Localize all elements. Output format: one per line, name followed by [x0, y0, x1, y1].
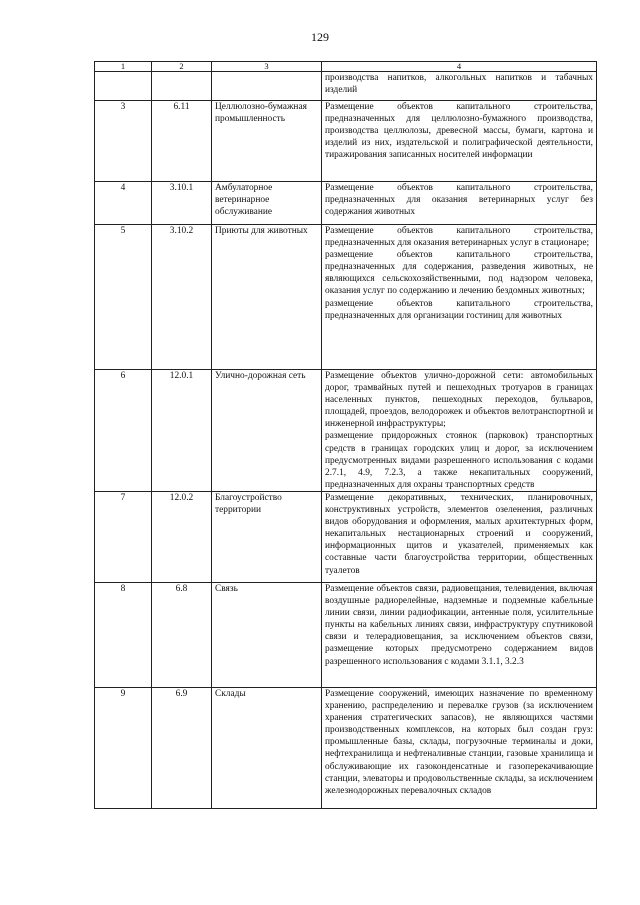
table-row — [95, 72, 597, 101]
code-cell: 3.10.2 — [152, 225, 212, 370]
row-number-cell: 9 — [95, 687, 152, 808]
description-cell — [322, 225, 597, 370]
description-paragraph: Размещение объектов капитального строительства, предназначенных для оказания ветеринарных услуг без содержания животных — [325, 183, 593, 218]
description-paragraph: Размещение объектов улично-дорожной сети: автомобильных дорог, трамвайных путей и пешеходных тротуаров в границах населенных пунктов, пешеходных переходов, бульваров, площадей, проездов, велодорожек и объектов велотранспортной и инженерной инфраструктуры; — [325, 371, 593, 430]
name-cell — [212, 72, 322, 101]
description-paragraph: Размещение декоративных, технических, планировочных, конструктивных устройств, элементов озеленения, различных видов оборудования и оформления, малых архитектурных форм, некапитальных нестационарных строений и сооружений, информационных щитов и указателей, применяемых как составные части благоустройства территории, общественных туалетов — [325, 492, 593, 576]
description-paragraph: размещение придорожных стоянок (парковок) транспортных средств в границах городских улиц и дорог, за исключением предусмотренных видами разрешенного использования с кодами 2.7.1, 4.9, 7.2.3, а также некапитальных сооружений, предназначенных для охраны транспортных средств — [325, 431, 593, 490]
name-cell: Связь — [212, 582, 322, 687]
description-cell — [322, 491, 597, 582]
land-use-table — [94, 61, 597, 809]
description-paragraph: Размещение объектов капитального строительства, предназначенных для целлюлозно-бумажного производства, производства целлюлозы, древесной массы, бумаги, картона и изделий из них, издательской и полиграфической деятельности, тиражирования записанных носителей информации — [325, 102, 593, 161]
description-cell — [322, 687, 597, 808]
description-cell — [322, 72, 597, 101]
table-row — [95, 182, 597, 225]
row-number-cell: 3 — [95, 101, 152, 182]
description-cell — [322, 101, 597, 182]
table-row — [95, 225, 597, 370]
name-cell: Приюты для животных — [212, 225, 322, 370]
description-cell — [322, 182, 597, 225]
code-cell: 12.0.2 — [152, 491, 212, 582]
row-number-cell: 5 — [95, 225, 152, 370]
table-row — [95, 101, 597, 182]
name-cell: Целлюлозно-бумажная промышленность — [212, 101, 322, 182]
description-paragraph: размещение объектов капитального строительства, предназначенных для содержания, разведения животных, не являющихся сельскохозяйственными, под надзором человека, оказания услуг по содержанию и лечению бездомных животных; — [325, 250, 593, 297]
header-cell: 3 — [212, 62, 322, 72]
table-row — [95, 687, 597, 808]
description-paragraph: размещение объектов капитального строительства, предназначенных для организации гостиниц для животных — [325, 298, 593, 321]
header-cell: 4 — [322, 62, 597, 72]
name-cell: Благоустройство территории — [212, 491, 322, 582]
description-cell — [322, 582, 597, 687]
code-cell: 6.11 — [152, 101, 212, 182]
header-cell: 2 — [152, 62, 212, 72]
description-paragraph: Размещение сооружений, имеющих назначение по временному хранению, распределению и перевалке грузов (за исключением хранения стратегических запасов), не являющихся частями производственных комплексов, на которых был создан груз: промышленные базы, склады, погрузочные терминалы и доки, нефтехранилища и нефтеналивные станции, газовые хранилища и обслуживающие их газоконденсатные и газоперекачивающие станции, элеваторы и продовольственные склады, за исключением железнодорожных перевалочных складов — [325, 688, 593, 796]
table-row — [95, 582, 597, 687]
code-cell: 3.10.1 — [152, 182, 212, 225]
description-paragraph: Размещение объектов капитального строительства, предназначенных для оказания ветеринарных услуг в стационаре; — [325, 226, 593, 249]
row-number-cell — [95, 72, 152, 101]
name-cell: Склады — [212, 687, 322, 808]
row-number-cell: 4 — [95, 182, 152, 225]
name-cell: Амбулаторное ветеринарное обслуживание — [212, 182, 322, 225]
table-row — [95, 491, 597, 582]
row-number-cell: 7 — [95, 491, 152, 582]
table-row — [95, 370, 597, 492]
code-cell: 6.8 — [152, 582, 212, 687]
description-paragraph: Размещение объектов связи, радиовещания, телевидения, включая воздушные радиорелейные, надземные и подземные кабельные линии связи, линии радиофикации, антенные поля, усилительные пункты на кабельных линиях связи, инфраструктуру спутниковой связи и телерадиовещания, за исключением объектов связи, размещение которых предусмотрено содержанием видов разрешенного использования с кодами 3.1.1, 3.2.3 — [325, 583, 593, 667]
description-paragraph: производства напитков, алкогольных напитков и табачных изделий — [325, 73, 593, 96]
header-cell: 1 — [95, 62, 152, 72]
row-number-cell: 8 — [95, 582, 152, 687]
code-cell: 6.9 — [152, 687, 212, 808]
table-header-row — [95, 62, 597, 72]
page-number: 129 — [311, 30, 329, 44]
description-cell — [322, 370, 597, 492]
code-cell — [152, 72, 212, 101]
row-number-cell: 6 — [95, 370, 152, 492]
code-cell: 12.0.1 — [152, 370, 212, 492]
name-cell: Улично-дорожная сеть — [212, 370, 322, 492]
